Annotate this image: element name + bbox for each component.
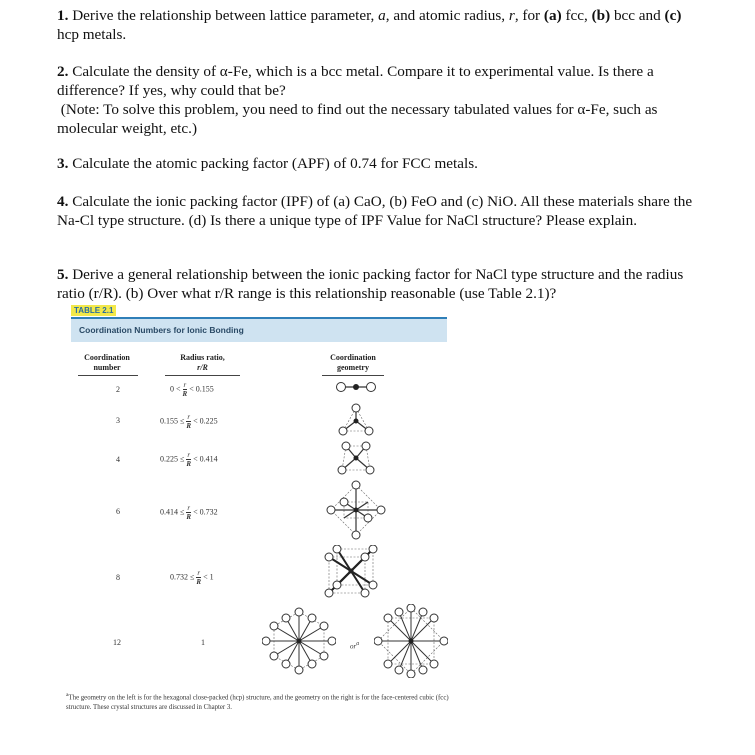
radius-ratio: 0 < $\frac{r}{R}$ < 0.155 — [170, 381, 214, 398]
radius-ratio: 0.225 ≤ $\frac{r}{R}$ < 0.414 — [160, 451, 218, 468]
cn-value: 8 — [116, 573, 120, 582]
radius-ratio: 0.414 ≤ $\frac{r}{R}$ < 0.732 — [160, 504, 218, 521]
geometry-octahedral-icon — [326, 480, 386, 540]
geometry-cubic-icon — [323, 545, 379, 601]
table-footnote: $^a$The geometry on the left is for the hexagonal close-packed (hcp) structure, and the geometry on the right is for the face-centered cubic (fcc) structure. These crystal structures are discussed in Chapter 3. — [66, 692, 449, 712]
geometry-triangular-icon — [336, 403, 376, 437]
header-radius-ratio: Radius ratio, r/R — [180, 353, 225, 372]
table-label: TABLE 2.1 — [71, 305, 116, 316]
geometry-hcp-icon — [262, 604, 336, 678]
header-underline — [165, 375, 240, 376]
geometry-tetrahedral-icon — [334, 440, 378, 476]
cn-value: 12 — [113, 638, 121, 647]
header-underline — [322, 375, 384, 376]
table-caption: Coordination Numbers for Ionic Bonding — [71, 319, 447, 342]
header-underline — [78, 375, 138, 376]
geometry-fcc-icon — [374, 604, 448, 678]
cn-value: 2 — [116, 385, 120, 394]
question-5: 5. Derive a general relationship between the ionic packing factor for NaCl type structure and the radius ratio (r/R). (b) Over what r/R range is this relationship reasonable (use Table 2.1)? — [57, 266, 684, 302]
question-4: 4. Calculate the ionic packing factor (IPF) of (a) CaO, (b) FeO and (c) NiO. All these materials share the Na-Cl type structure. (d) Is there a unique type of IPF Value for NaCl structure? Please explain. — [57, 193, 693, 229]
question-1: 1. Derive the relationship between lattice parameter, a, and atomic radius, r, for (a) fcc, (b) bcc and (c) hcp metals. — [57, 7, 682, 43]
radius-ratio: 0.732 ≤ $\frac{r}{R}$ < 1 — [170, 569, 214, 586]
cn-value: 4 — [116, 455, 120, 464]
header-coordination-number: Coordination number — [84, 353, 130, 372]
header-coordination-geometry: Coordination geometry — [330, 353, 376, 372]
cn-value: 3 — [116, 416, 120, 425]
radius-ratio: 1 — [201, 638, 205, 647]
or-label: $or^a$ — [350, 641, 360, 651]
question-3: 3. Calculate the atomic packing factor (APF) of 0.74 for FCC metals. — [57, 155, 478, 172]
geometry-linear-icon — [334, 380, 378, 394]
cn-value: 6 — [116, 507, 120, 516]
radius-ratio: 0.155 ≤ $\frac{r}{R}$ < 0.225 — [160, 413, 218, 430]
question-2: 2. Calculate the density of α-Fe, which is a bcc metal. Compare it to experimental value. Is there a difference? If yes, why could that be? (Note: To solve this problem, you need to find out the necessary tabulated values for α-Fe, such as molecular weight, etc.) — [57, 63, 658, 137]
